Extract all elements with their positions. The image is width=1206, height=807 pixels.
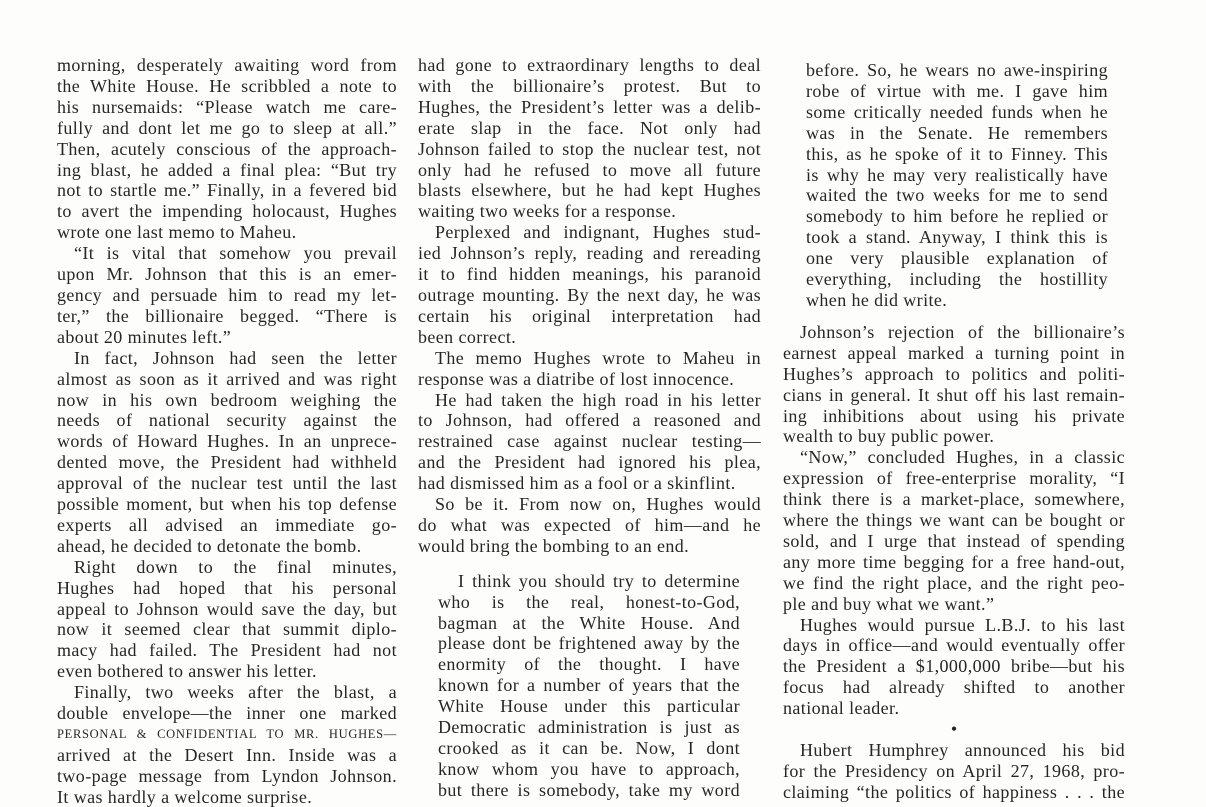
- text-line: upon Mr. Johnson that this is an emer-: [57, 264, 397, 285]
- text-line: waiting two weeks for a response.: [418, 201, 677, 222]
- text-line: ing inhibitions about using his private: [783, 405, 1125, 426]
- text-column-1: [57, 56, 397, 806]
- text-line: to avert the impending holocaust, Hughes: [57, 201, 397, 222]
- text-line: to Johnson, had offered a reasoned and: [418, 410, 761, 431]
- text-line: his nursemaids: “Please watch me care-: [57, 96, 397, 117]
- text-line: almost as soon as it arrived and was right: [57, 368, 397, 389]
- text-line: had gone to extraordinary lengths to deal: [418, 55, 761, 75]
- text-line: Johnson’s rejection of the billionaire’s: [800, 321, 1125, 342]
- text-line: Hughes had hoped that his personal: [57, 577, 397, 598]
- text-line: we find the right place, and the right peo-: [783, 572, 1125, 593]
- text-line: but there is somebody, take my word: [438, 779, 740, 800]
- text-line: arrived at the Desert Inn. Inside was a: [57, 744, 397, 765]
- text-line: Democratic administration is just as: [438, 717, 740, 738]
- text-line: Hughes, the President’s letter was a delib-: [418, 96, 761, 117]
- text-line: think there is a market-place, somewhere,: [783, 489, 1125, 510]
- text-line: erate slap in the face. Not only had: [418, 117, 761, 138]
- text-column-3: [783, 61, 1125, 801]
- text-line: ahead, he decided to detonate the bomb.: [57, 535, 362, 556]
- text-line: been correct.: [418, 326, 517, 347]
- text-line: White House under this particular: [438, 696, 740, 717]
- text-line: Johnson failed to stop the nuclear test, not: [418, 138, 761, 159]
- text-line: I think you should try to determine: [458, 570, 740, 591]
- text-line: only had he refused to move all future: [418, 159, 761, 180]
- text-line: focus had already shifted to another: [783, 677, 1125, 698]
- text-line: Finally, two weeks after the blast, a: [74, 682, 397, 703]
- text-line: some critically needed funds when he: [806, 101, 1108, 122]
- text-line: was in the Senate. He remembers: [806, 122, 1108, 143]
- text-line: now it seemed clear that summit diplo-: [57, 619, 397, 640]
- text-line: approval of the nuclear test until the last: [57, 473, 397, 494]
- text-line: blasts elsewhere, but he had kept Hughes: [418, 180, 761, 201]
- text-line: needs of national security against the: [57, 410, 397, 431]
- text-line: this, as he spoke of it to Finney. This: [806, 143, 1108, 164]
- text-line: do what was expected of him—and he: [418, 514, 761, 535]
- text-line: about 20 minutes left.”: [57, 326, 232, 347]
- text-line: it to find hidden meanings, his paranoid: [418, 264, 761, 285]
- text-line: gency and persuade him to read my let-: [57, 284, 397, 305]
- text-line: not to startle me.” Finally, in a fevered bid: [57, 180, 397, 201]
- text-line: expression of free-enterprise morality, “I: [783, 468, 1125, 489]
- text-line: “It is vital that somehow you prevail: [74, 243, 397, 264]
- text-line: Hughes’s approach to politics and politi-: [783, 363, 1125, 384]
- text-line: wealth to buy public power.: [783, 426, 995, 447]
- paragraph: [783, 448, 1125, 612]
- text-line: crooked as it can be. Now, I dont: [438, 738, 740, 758]
- text-line: the President a $1,000,000 bribe—but his: [783, 656, 1125, 677]
- text-line: PERSONAL & CONFIDENTIAL TO MR. HUGHES—: [57, 727, 397, 741]
- paragraph: [418, 56, 761, 220]
- text-line: fully and dont let me go to sleep at all.”: [57, 117, 397, 138]
- text-line: double envelope—the inner one marked: [57, 703, 397, 724]
- section-break-bullet: •: [950, 719, 958, 740]
- text-line: now in his own bedroom weighing the: [57, 389, 397, 410]
- text-line: outrage mounting. By the next day, he was: [418, 284, 761, 305]
- block-quote: [438, 572, 740, 799]
- text-line: Right down to the final minutes,: [74, 556, 397, 577]
- paragraph: [57, 349, 397, 555]
- text-line: would bring the bombing to an end.: [418, 535, 690, 556]
- paragraph: [418, 223, 761, 346]
- text-line: cians in general. It shut off his last remain-: [783, 384, 1125, 405]
- text-line: macy had failed. The President had not: [57, 640, 397, 661]
- text-line: before. So, he wears no awe-inspiring: [806, 60, 1108, 80]
- text-line: response was a diatribe of lost innocence.: [418, 368, 735, 389]
- paragraph: [783, 616, 1125, 718]
- text-line: Then, acutely conscious of the approach-: [57, 138, 397, 159]
- paragraph: [57, 244, 397, 346]
- text-line: even bothered to answer his letter.: [57, 661, 317, 682]
- text-line: when he did write.: [806, 289, 948, 310]
- paragraph: [57, 558, 397, 681]
- text-line: wrote one last memo to Maheu.: [57, 222, 297, 243]
- text-line: certain his original interpretation had: [418, 305, 761, 326]
- text-line: morning, desperately awaiting word from: [57, 55, 397, 75]
- text-line: who is the real, honest-to-God,: [438, 591, 740, 612]
- text-line: experts all advised an immediate go-: [57, 514, 397, 535]
- text-line: “Now,” concluded Hughes, in a classic: [800, 447, 1125, 468]
- text-line: So be it. From now on, Hughes would: [435, 494, 761, 515]
- paragraph: [418, 495, 761, 555]
- text-line: The memo Hughes wrote to Maheu in: [435, 347, 761, 368]
- text-line: appeal to Johnson would save the day, but: [57, 598, 397, 619]
- paragraph: [783, 741, 1125, 801]
- text-line: restrained case against nuclear testing—: [418, 431, 761, 452]
- text-line: bagman at the White House. And: [438, 612, 740, 633]
- text-line: days in office—and would eventually offer: [783, 635, 1125, 656]
- text-line: everything, including the hostillity: [806, 269, 1108, 290]
- text-line: ple and buy what we want.”: [783, 593, 995, 614]
- text-line: possible moment, but when his top defense: [57, 494, 397, 515]
- text-line: earnest appeal marked a turning point in: [783, 342, 1125, 363]
- text-line: sold, and I urge that instead of spending: [783, 530, 1125, 551]
- text-line: dented move, the President had withheld: [57, 452, 397, 473]
- text-line: ied Johnson’s reply, reading and rereading: [418, 243, 761, 264]
- text-line: please dont be frightened away by the: [438, 633, 740, 654]
- text-line: robe of virtue with me. I gave him: [806, 80, 1108, 101]
- text-line: It was hardly a welcome surprise.: [57, 786, 313, 807]
- text-line: Perplexed and indignant, Hughes stud-: [435, 222, 761, 243]
- text-line: took a stand. Anyway, I think this is: [806, 227, 1108, 248]
- text-line: claiming “the politics of happiness . . . the: [783, 781, 1125, 802]
- paragraph: [783, 323, 1125, 446]
- text-line: the White House. He scribbled a note to: [57, 75, 397, 96]
- block-quote: [806, 61, 1108, 309]
- text-line: for the Presidency on April 27, 1968, pro-: [783, 760, 1125, 781]
- text-line: where the things we want can be bought or: [783, 510, 1125, 531]
- text-line: He had taken the high road in his letter: [435, 389, 761, 410]
- paragraph: [57, 683, 397, 806]
- text-line: words of Howard Hughes. In an unprece-: [57, 431, 397, 452]
- text-line: known for a number of years that the: [438, 675, 740, 696]
- text-line: In fact, Johnson had seen the letter: [74, 347, 397, 368]
- text-line: and the President had ignored his plea,: [418, 452, 761, 473]
- text-line: national leader.: [783, 698, 900, 719]
- text-line: waited the two weeks for me to send: [806, 185, 1108, 206]
- text-line: know whom you have to approach,: [438, 758, 740, 779]
- text-line: had dismissed him as a fool or a skinflint.: [418, 473, 736, 494]
- paragraph: [418, 349, 761, 388]
- paragraph: [418, 391, 761, 493]
- text-line: is why he may very realistically have: [806, 164, 1108, 185]
- text-line: any more time begging for a free hand-out,: [783, 551, 1125, 572]
- paragraph: [57, 56, 397, 241]
- text-line: one very plausible explanation of: [806, 248, 1108, 269]
- text-line: ing blast, he added a final plea: “But try: [57, 159, 397, 180]
- text-line: two-page message from Lyndon Johnson.: [57, 765, 397, 786]
- text-column-2: [418, 56, 761, 799]
- text-line: with the billionaire’s protest. But to: [418, 75, 761, 96]
- text-line: Hughes would pursue L.B.J. to his last: [800, 614, 1125, 635]
- text-line: Hubert Humphrey announced his bid: [800, 740, 1125, 760]
- text-line: somebody to him before he replied or: [806, 206, 1108, 227]
- text-line: enormity of the thought. I have: [438, 654, 740, 675]
- text-line: ter,” the billionaire begged. “There is: [57, 305, 397, 326]
